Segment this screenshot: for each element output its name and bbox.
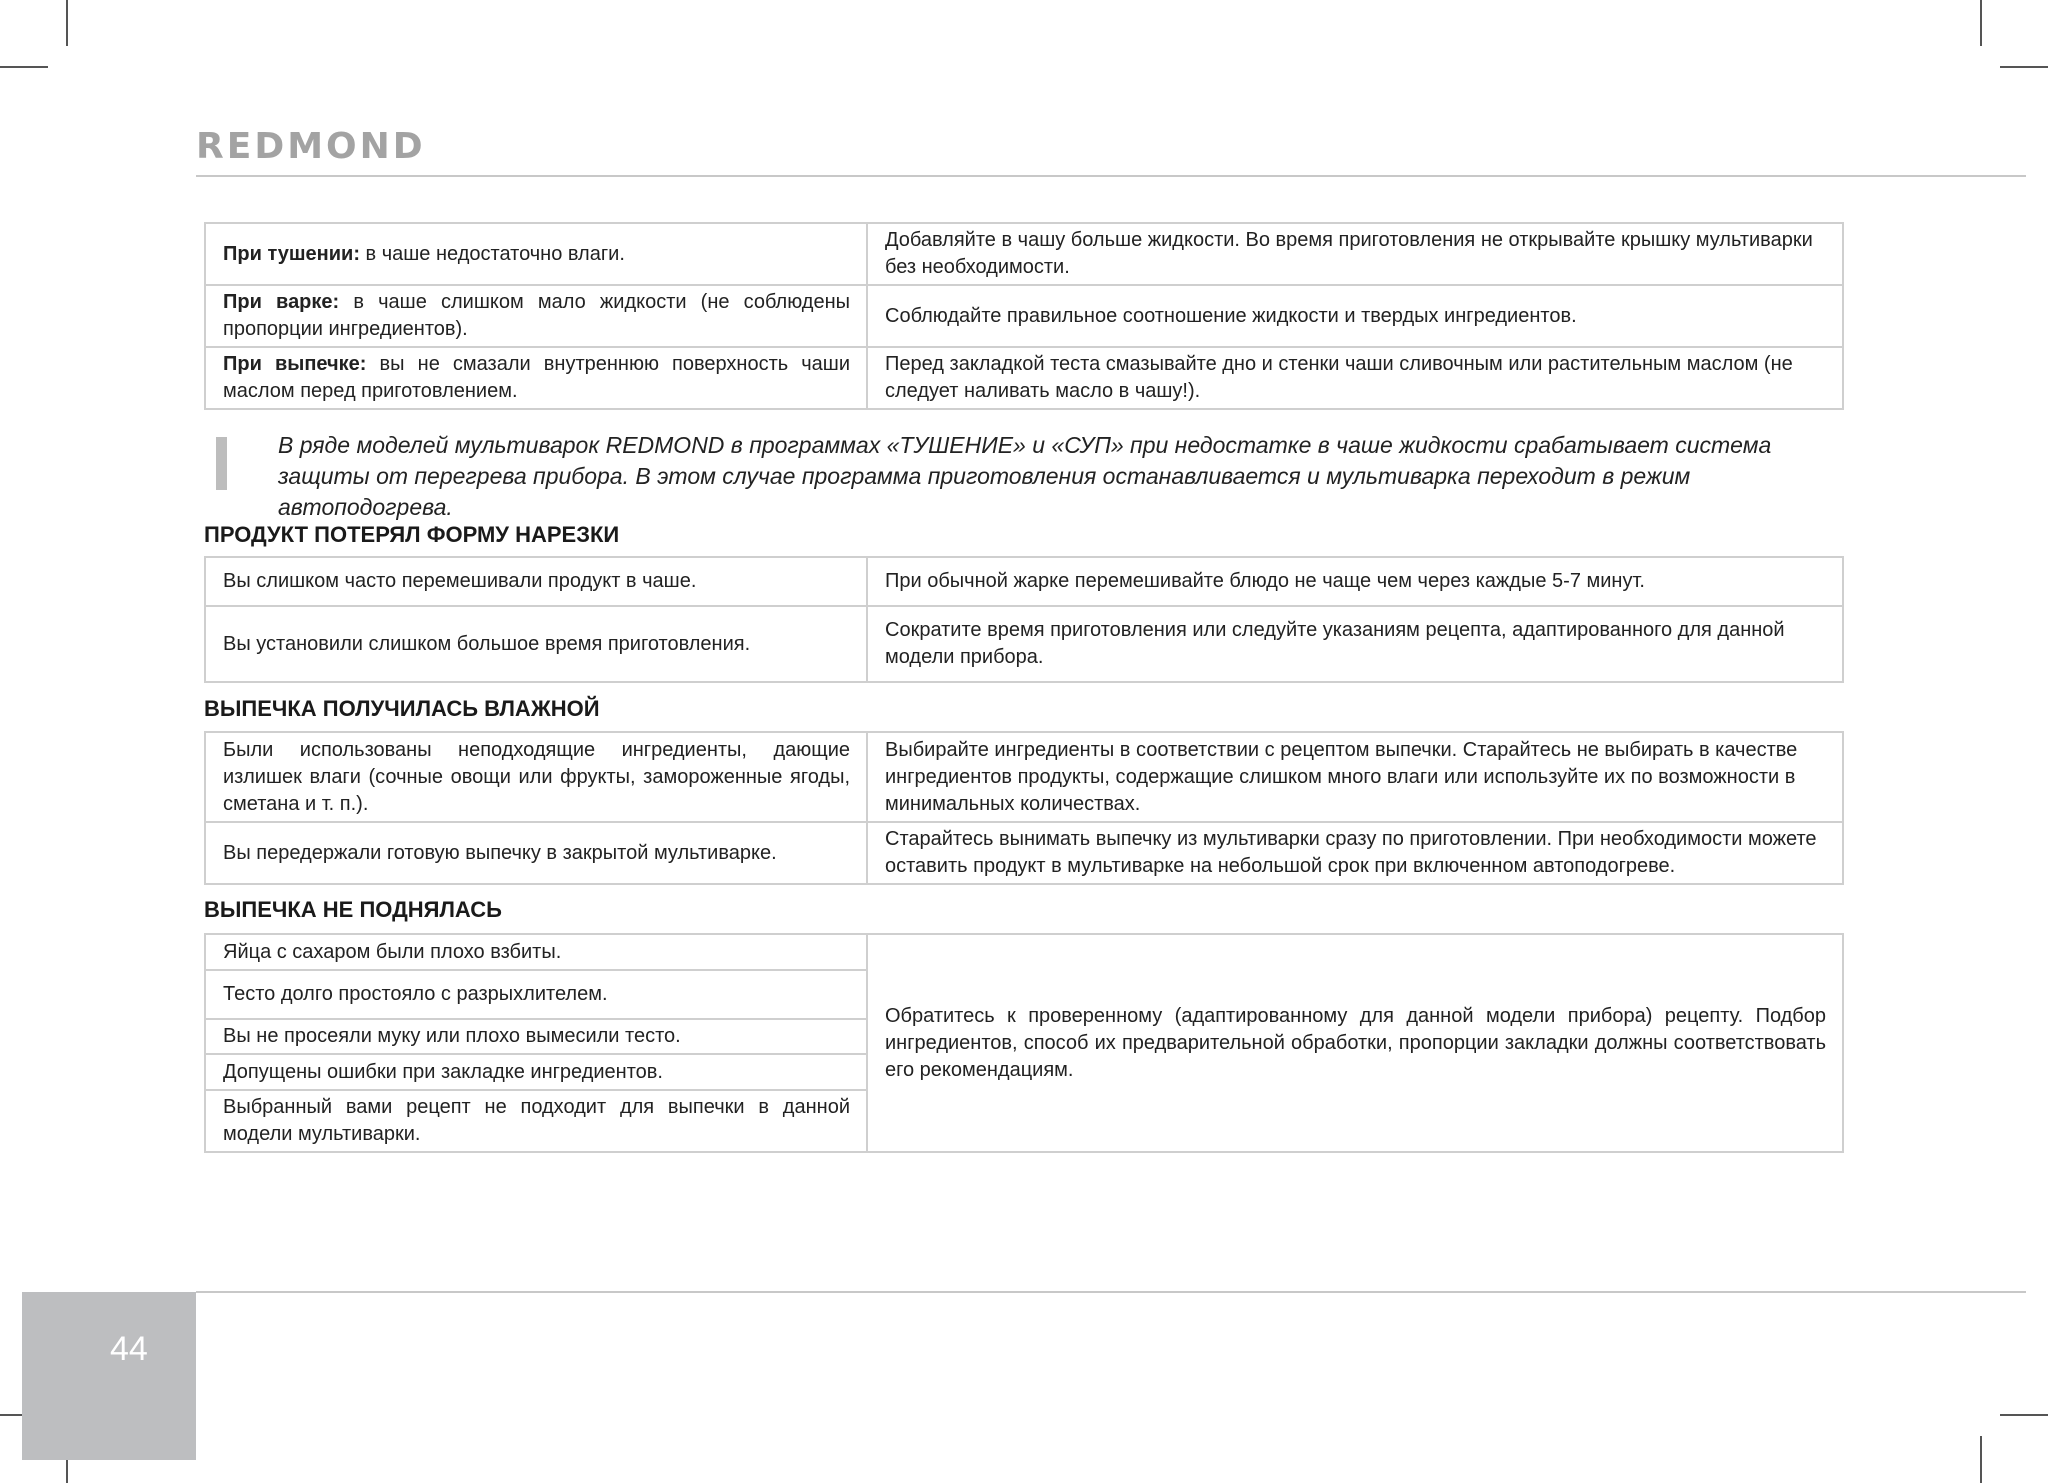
solution-cell: При обычной жарке перемешивайте блюдо не чаще чем через каждые 5-7 минут. [867,557,1843,606]
cause-text: в чаше недостаточно влаги. [359,242,625,265]
cause-text: в чаше слишком мало жидкости (не соблюдены пропорции ингредиентов). [223,291,851,340]
note-text: В ряде моделей мультиварок REDMOND в программах «ТУШЕНИЕ» и «СУП» при недостатке в чаше жидкости срабатывает система защиты от перегрева прибора. В этом случае программа приготовления останавливается и мультиварка переходит в режим автоподогрева. [278,432,1772,520]
cause-cell: Тесто долго простояло с разрыхлителем. [205,970,867,1019]
brand-logo: REDMOND [196,126,426,167]
cause-cell [205,223,867,285]
cause-cell [205,347,867,409]
solution-cell: Старайтесь вынимать выпечку из мультиварки сразу по приготовлении. При необходимости можете оставить продукт в мультиварке на небольшой срок при включенном автоподогреве. [867,822,1843,884]
solution-cell: Сократите время приготовления или следуйте указаниям рецепта, адаптированного для данной модели прибора. [867,606,1843,682]
solution-cell: Перед закладкой теста смазывайте дно и стенки чаши сливочным или растительным маслом (не следует наливать масло в чашу!). [867,347,1843,409]
page-number-box [22,1292,196,1460]
solution-cell: Обратитесь к проверенному (адаптированному для данной модели прибора) рецепту. Подбор ингредиентов, способ их предварительной обработки, пропорции закладки должны соответствовать его рекомендациям. [867,934,1843,1152]
section-table [204,731,1844,885]
table-row [205,732,1843,822]
solution-cell: Добавляйте в чашу больше жидкости. Во время приготовления не открывайте крышку мультиварки без необходимости. [867,223,1843,285]
section-table [204,933,1844,1153]
cause-cell [205,285,867,347]
section-heading: ПРОДУКТ ПОТЕРЯЛ ФОРМУ НАРЕЗКИ [204,522,620,547]
crop-mark [66,0,68,46]
table-row [205,822,1843,884]
cause-cell: Вы передержали готовую выпечку в закрытой мультиварке. [205,822,867,884]
page-number: 44 [110,1330,148,1368]
table-row [205,223,1843,285]
cause-cell: Допущены ошибки при закладке ингредиентов. [205,1054,867,1090]
crop-mark [2000,1414,2048,1416]
solution-cell: Соблюдайте правильное соотношение жидкости и твердых ингредиентов. [867,285,1843,347]
section-table [204,556,1844,683]
cause-cell: Выбранный вами рецепт не подходит для выпечки в данной модели мультиварки. [205,1090,867,1152]
crop-mark [2000,66,2048,68]
table-row [205,606,1843,682]
cause-label: При выпечке: [223,353,367,375]
cause-label: При тушении: [223,242,360,265]
cause-cell: Яйца с сахаром были плохо взбиты. [205,934,867,970]
cause-cell: Вы не просеяли муку или плохо вымесили тесто. [205,1019,867,1054]
table-row [205,347,1843,409]
crop-mark [1980,1436,1982,1483]
table-row [205,934,1843,970]
note-bar [216,437,227,490]
table-row [205,285,1843,347]
header-rule [196,175,2026,177]
solution-cell: Выбирайте ингредиенты в соответствии с рецептом выпечки. Старайтесь не выбирать в качестве ингредиентов продукты, содержащие слишком много влаги или используйте их по возможности в минимальных количествах. [867,732,1843,822]
cause-label: При варке: [223,291,340,313]
top-table [204,222,1844,410]
cause-cell: Были использованы неподходящие ингредиенты, дающие излишек влаги (сочные овощи или фрукты, замороженные ягоды, сметана и т. п.). [205,732,867,822]
footer-rule [196,1291,2026,1293]
table-row [205,557,1843,606]
cause-text: вы не смазали внутреннюю поверхность чаши маслом перед приготовлением. [223,353,850,402]
section-heading: ВЫПЕЧКА ПОЛУЧИЛАСЬ ВЛАЖНОЙ [204,696,600,721]
crop-mark [1980,0,1982,46]
crop-mark [0,66,48,68]
cause-cell: Вы слишком часто перемешивали продукт в чаше. [205,557,867,606]
cause-cell: Вы установили слишком большое время приготовления. [205,606,867,682]
section-heading: ВЫПЕЧКА НЕ ПОДНЯЛАСЬ [204,897,502,922]
